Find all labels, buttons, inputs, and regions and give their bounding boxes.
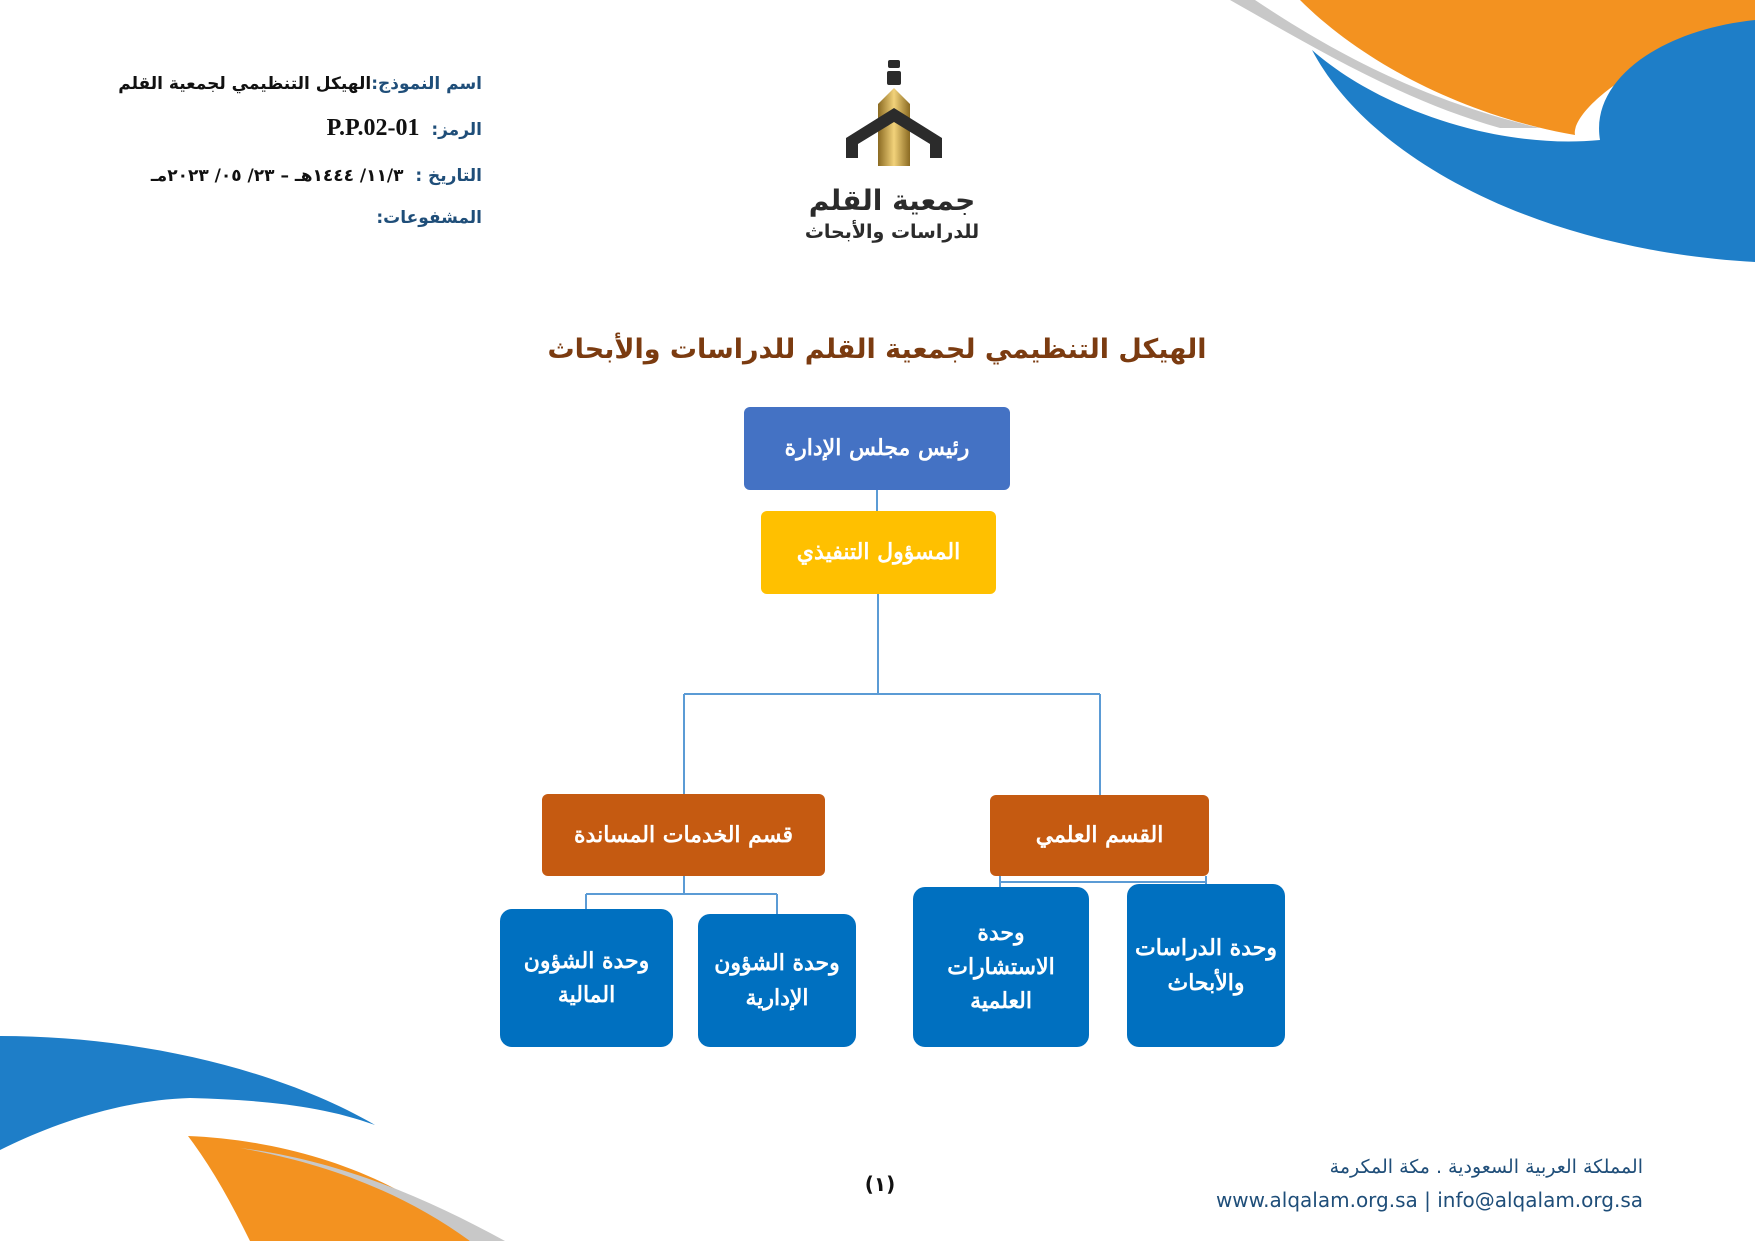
chart-node-admin-unit: وحدة الشؤون الإدارية <box>698 914 856 1047</box>
code-value: P.P.02-01 <box>326 115 420 141</box>
footer-country: المملكة العربية السعودية . مكة المكرمة <box>1329 1156 1643 1178</box>
wave-gray-bottom <box>240 1148 505 1241</box>
chart-node-chairman: رئيس مجلس الإدارة <box>744 407 1010 490</box>
chart-node-support-dept: قسم الخدمات المساندة <box>542 794 825 876</box>
logo-name: جمعية القلم <box>808 184 976 217</box>
chart-node-consultation-unit: وحدة الاستشارات العلمية <box>913 887 1089 1047</box>
chart-node-studies-unit: وحدة الدراسات والأبحاث <box>1127 884 1285 1047</box>
chart-node-executive: المسؤول التنفيذي <box>761 511 996 594</box>
logo-emblem-icon <box>842 58 946 170</box>
wave-gray-top <box>1230 0 1540 128</box>
footer-contacts[interactable]: www.alqalam.org.sa | info@alqalam.org.sa <box>1215 1188 1643 1212</box>
chart-title: الهيكل التنظيمي لجمعية القلم للدراسات والأبحاث <box>547 334 1207 365</box>
date-row <box>151 166 482 186</box>
code-label: الرمز: <box>431 120 482 140</box>
wave-blue-bottom <box>0 1036 375 1150</box>
wave-orange-top <box>1300 0 1755 135</box>
wave-blue-top <box>1312 20 1755 262</box>
form-name-value: الهيكل التنظيمي لجمعية القلم <box>118 74 372 94</box>
chart-node-scientific-dept: القسم العلمي <box>990 795 1209 876</box>
date-label: التاريخ : <box>415 166 482 186</box>
wave-orange-bottom <box>188 1136 470 1241</box>
attachments-label: المشفوعات: <box>376 208 482 228</box>
chart-node-finance-unit: وحدة الشؤون المالية <box>500 909 673 1047</box>
code-row <box>327 115 482 142</box>
logo-subtitle: للدراسات والأبحاث <box>804 221 980 243</box>
page-number: (١) <box>864 1172 896 1196</box>
form-name-label: اسم النموذج: <box>371 74 482 94</box>
attachments-row <box>376 208 482 228</box>
form-name-row <box>118 74 482 94</box>
date-value: ١١/٣/ ١٤٤٤هـ – ٢٣/ ٠٥/ ٢٠٢٣مـ <box>150 166 404 186</box>
